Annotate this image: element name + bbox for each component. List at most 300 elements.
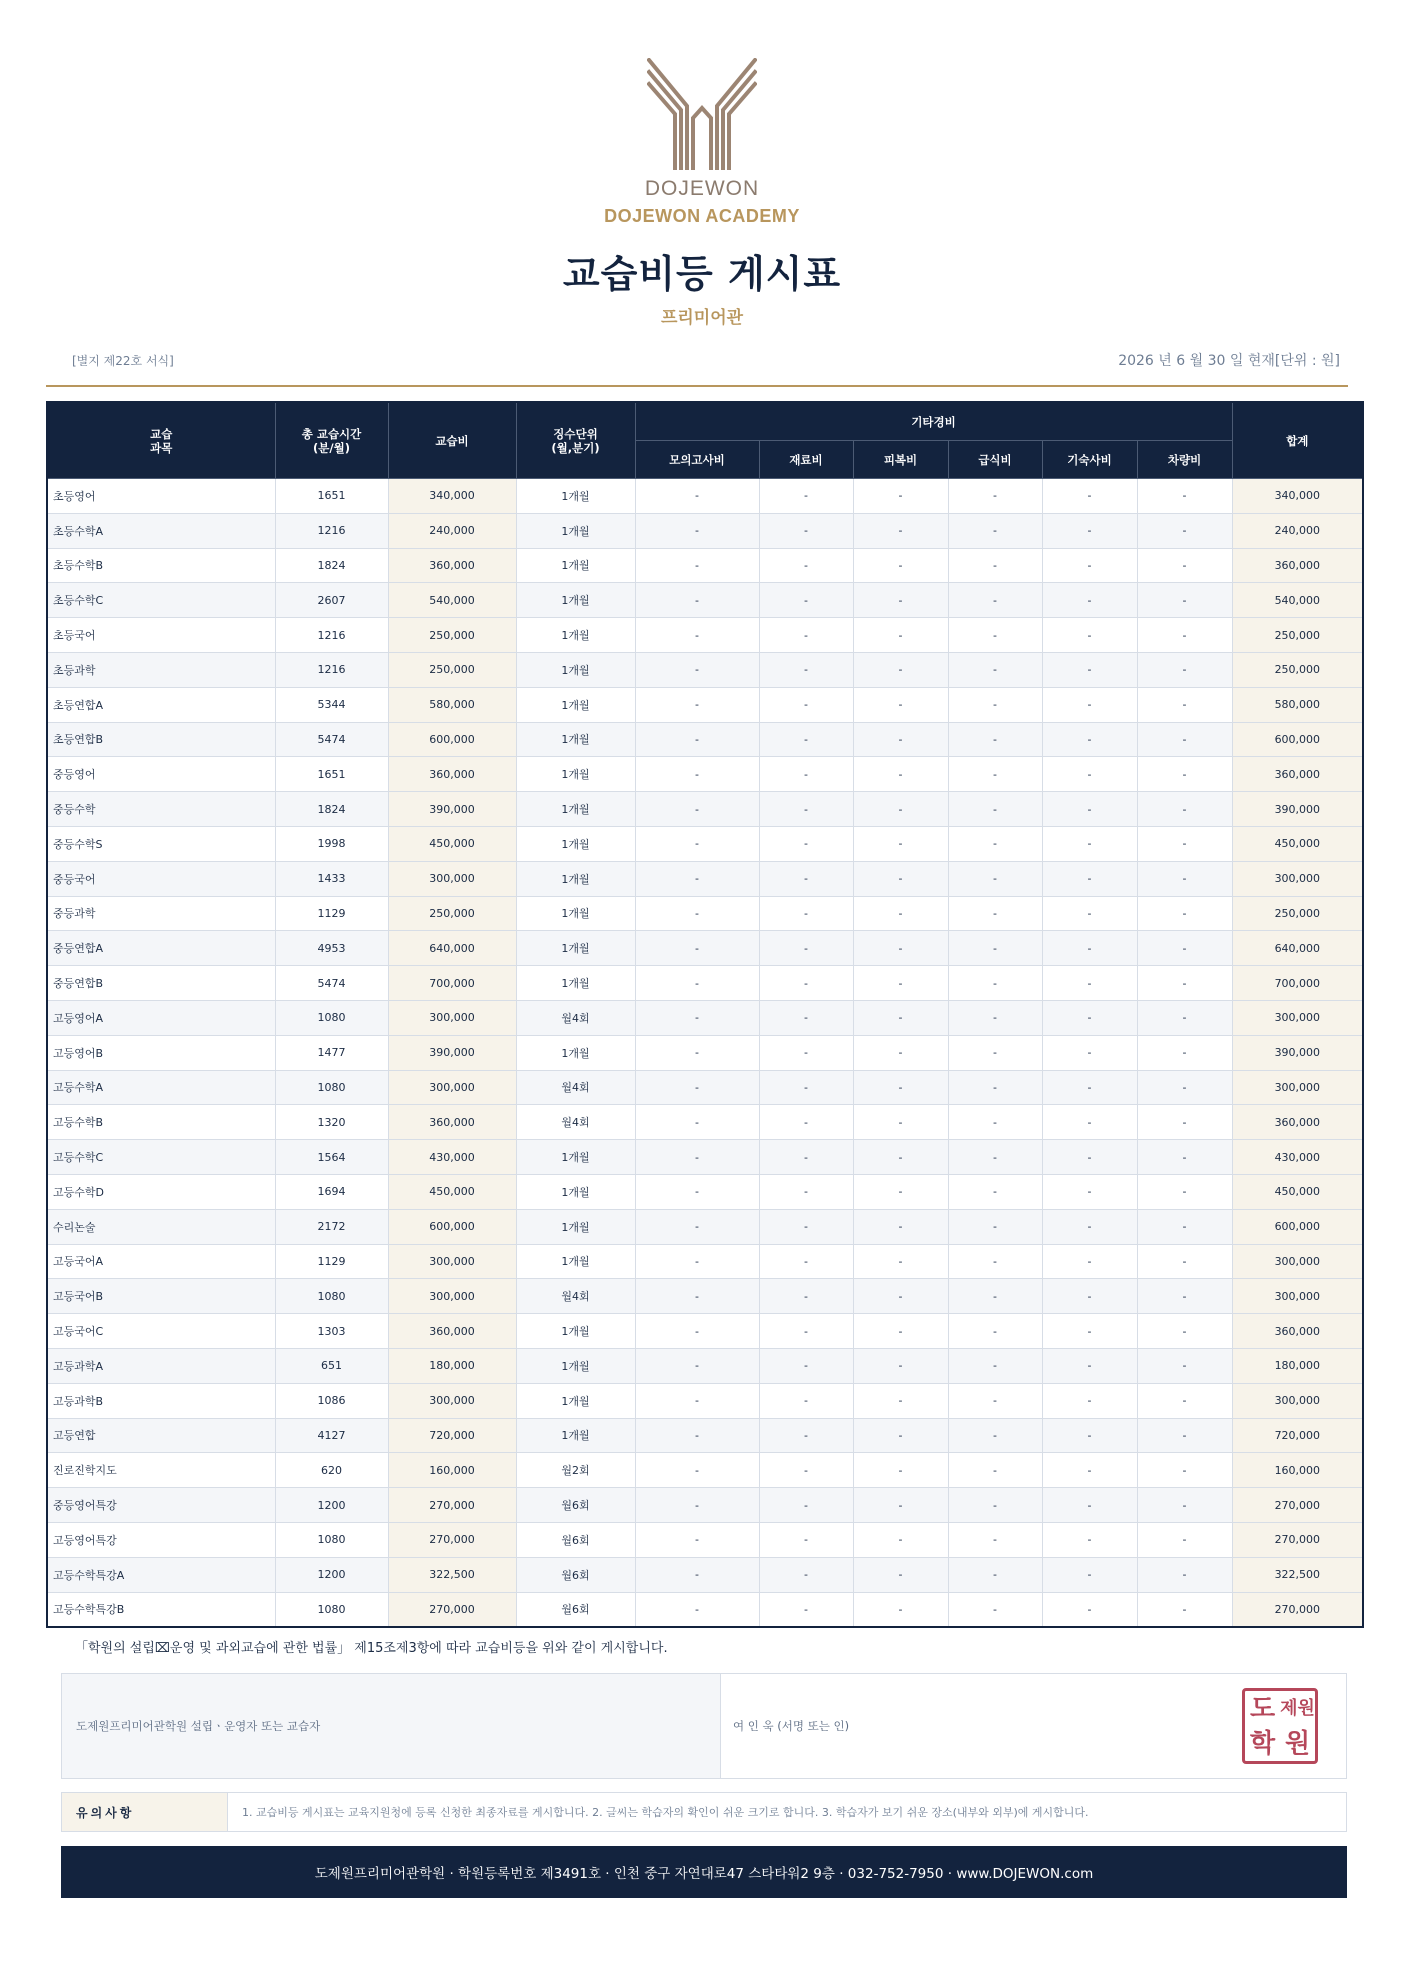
cell-clothing: - <box>853 1592 948 1627</box>
cell-materials: - <box>759 1209 853 1244</box>
cell-dormitory: - <box>1042 861 1137 896</box>
cell-hours: 4127 <box>275 1418 388 1453</box>
cell-mock-exam: - <box>635 1209 759 1244</box>
cell-vehicle: - <box>1137 1348 1232 1383</box>
cell-subject: 고등수학특강A <box>47 1557 275 1592</box>
cell-subject: 고등수학A <box>47 1070 275 1105</box>
cell-meals: - <box>948 792 1042 827</box>
cell-meals: - <box>948 1314 1042 1349</box>
cell-total: 180,000 <box>1232 1348 1363 1383</box>
cell-dormitory: - <box>1042 513 1137 548</box>
cell-meals: - <box>948 652 1042 687</box>
cell-mock-exam: - <box>635 1418 759 1453</box>
cell-mock-exam: - <box>635 1383 759 1418</box>
col-other-expenses: 기타경비 <box>635 402 1232 441</box>
cell-mock-exam: - <box>635 896 759 931</box>
cell-hours: 1564 <box>275 1140 388 1175</box>
cell-unit: 1개월 <box>516 966 635 1001</box>
cell-materials: - <box>759 479 853 514</box>
cell-dormitory: - <box>1042 1209 1137 1244</box>
cell-dormitory: - <box>1042 1522 1137 1557</box>
col-unit <box>516 402 635 479</box>
table-row <box>47 1488 1363 1523</box>
cell-unit: 월6회 <box>516 1488 635 1523</box>
cell-vehicle: - <box>1137 513 1232 548</box>
footer: 도제원프리미어관학원 · 학원등록번호 제3491호 · 인천 중구 자연대로47 스타타워2 9층 · 032-752-7950 · www.DOJEWON.com <box>61 1846 1347 1898</box>
cell-unit: 월6회 <box>516 1557 635 1592</box>
cell-unit: 1개월 <box>516 548 635 583</box>
cell-dormitory: - <box>1042 1488 1137 1523</box>
cell-unit: 월4회 <box>516 1279 635 1314</box>
cell-subject: 중등연합B <box>47 966 275 1001</box>
cell-meals: - <box>948 1070 1042 1105</box>
academy-name: DOJEWON ACADEMY <box>604 206 800 226</box>
operator-name: 여 인 욱 (서명 또는 인) <box>733 1719 850 1733</box>
cell-total: 430,000 <box>1232 1140 1363 1175</box>
cell-unit: 1개월 <box>516 479 635 514</box>
cell-clothing: - <box>853 1314 948 1349</box>
cell-mock-exam: - <box>635 687 759 722</box>
cell-mock-exam: - <box>635 1279 759 1314</box>
cell-dormitory: - <box>1042 479 1137 514</box>
table-row <box>47 1557 1363 1592</box>
cell-mock-exam: - <box>635 1035 759 1070</box>
cell-materials: - <box>759 896 853 931</box>
cell-mock-exam: - <box>635 826 759 861</box>
cell-meals: - <box>948 1140 1042 1175</box>
cell-dormitory: - <box>1042 1418 1137 1453</box>
cell-materials: - <box>759 1140 853 1175</box>
cell-dormitory: - <box>1042 826 1137 861</box>
cell-clothing: - <box>853 861 948 896</box>
cell-materials: - <box>759 931 853 966</box>
cell-hours: 1200 <box>275 1488 388 1523</box>
seal-char: 학 <box>1249 1728 1276 1759</box>
table-row <box>47 1070 1363 1105</box>
cell-vehicle: - <box>1137 792 1232 827</box>
cell-total: 250,000 <box>1232 652 1363 687</box>
cell-total: 300,000 <box>1232 1279 1363 1314</box>
cell-mock-exam: - <box>635 722 759 757</box>
cell-materials: - <box>759 792 853 827</box>
table-row <box>47 966 1363 1001</box>
cell-fee: 250,000 <box>388 618 516 653</box>
col-unit-line1: 징수단위 <box>553 426 598 441</box>
seal-char: 제원 <box>1280 1697 1315 1719</box>
cell-hours: 1080 <box>275 1279 388 1314</box>
cell-meals: - <box>948 687 1042 722</box>
cell-unit: 1개월 <box>516 1244 635 1279</box>
cell-fee: 300,000 <box>388 1070 516 1105</box>
col-vehicle: 차량비 <box>1137 441 1232 479</box>
cell-unit: 월2회 <box>516 1453 635 1488</box>
cell-clothing: - <box>853 548 948 583</box>
cell-clothing: - <box>853 513 948 548</box>
cell-hours: 1129 <box>275 1244 388 1279</box>
cell-fee: 600,000 <box>388 1209 516 1244</box>
cell-materials: - <box>759 1488 853 1523</box>
cell-mock-exam: - <box>635 1000 759 1035</box>
table-row <box>47 1244 1363 1279</box>
cell-mock-exam: - <box>635 1140 759 1175</box>
cell-clothing: - <box>853 1453 948 1488</box>
cell-materials: - <box>759 722 853 757</box>
cell-unit: 1개월 <box>516 652 635 687</box>
table-row <box>47 826 1363 861</box>
cell-total: 360,000 <box>1232 1314 1363 1349</box>
table-row <box>47 1105 1363 1140</box>
cell-dormitory: - <box>1042 722 1137 757</box>
cell-clothing: - <box>853 722 948 757</box>
cell-unit: 1개월 <box>516 1140 635 1175</box>
cell-materials: - <box>759 1000 853 1035</box>
cell-vehicle: - <box>1137 896 1232 931</box>
cell-fee: 390,000 <box>388 792 516 827</box>
cell-total: 160,000 <box>1232 1453 1363 1488</box>
logo-wordmark: DOJEWON <box>644 177 760 200</box>
col-unit-line2: (월,분기) <box>551 440 600 455</box>
cell-dormitory: - <box>1042 687 1137 722</box>
cell-subject: 초등수학B <box>47 548 275 583</box>
col-subject-line1: 교습 <box>150 426 173 441</box>
cell-mock-exam: - <box>635 618 759 653</box>
cell-materials: - <box>759 1418 853 1453</box>
cell-fee: 390,000 <box>388 1035 516 1070</box>
cell-hours: 1824 <box>275 792 388 827</box>
cell-vehicle: - <box>1137 1592 1232 1627</box>
cell-meals: - <box>948 1418 1042 1453</box>
cell-total: 390,000 <box>1232 1035 1363 1070</box>
cell-total: 250,000 <box>1232 618 1363 653</box>
cell-materials: - <box>759 548 853 583</box>
table-row <box>47 931 1363 966</box>
cell-clothing: - <box>853 1383 948 1418</box>
cell-clothing: - <box>853 1035 948 1070</box>
cell-fee: 270,000 <box>388 1488 516 1523</box>
cell-total: 580,000 <box>1232 687 1363 722</box>
cell-total: 340,000 <box>1232 479 1363 514</box>
table-row <box>47 1383 1363 1418</box>
cell-vehicle: - <box>1137 479 1232 514</box>
table-row <box>47 1279 1363 1314</box>
seal-char: 도 <box>1249 1693 1276 1724</box>
cell-vehicle: - <box>1137 1209 1232 1244</box>
cell-unit: 1개월 <box>516 931 635 966</box>
cell-vehicle: - <box>1137 652 1232 687</box>
table-row <box>47 687 1363 722</box>
cell-vehicle: - <box>1137 1383 1232 1418</box>
cell-subject: 고등영어B <box>47 1035 275 1070</box>
table-row <box>47 1314 1363 1349</box>
cell-dormitory: - <box>1042 1070 1137 1105</box>
cell-clothing: - <box>853 931 948 966</box>
cell-mock-exam: - <box>635 1453 759 1488</box>
cell-subject: 중등국어 <box>47 861 275 896</box>
cell-meals: - <box>948 1348 1042 1383</box>
cell-fee: 360,000 <box>388 1314 516 1349</box>
cell-clothing: - <box>853 1522 948 1557</box>
cell-meals: - <box>948 1209 1042 1244</box>
cell-clothing: - <box>853 966 948 1001</box>
cell-dormitory: - <box>1042 1453 1137 1488</box>
cell-vehicle: - <box>1137 861 1232 896</box>
cell-clothing: - <box>853 1244 948 1279</box>
cell-meals: - <box>948 1488 1042 1523</box>
cell-hours: 1303 <box>275 1314 388 1349</box>
cell-hours: 1216 <box>275 513 388 548</box>
cell-meals: - <box>948 1557 1042 1592</box>
cell-vehicle: - <box>1137 757 1232 792</box>
cell-unit: 1개월 <box>516 1209 635 1244</box>
cell-hours: 1080 <box>275 1070 388 1105</box>
cell-subject: 초등연합B <box>47 722 275 757</box>
table-body <box>47 479 1363 1628</box>
cell-mock-exam: - <box>635 548 759 583</box>
cell-unit: 월4회 <box>516 1105 635 1140</box>
cell-hours: 1998 <box>275 826 388 861</box>
cell-fee: 300,000 <box>388 1244 516 1279</box>
cell-meals: - <box>948 513 1042 548</box>
cell-meals: - <box>948 1453 1042 1488</box>
cell-dormitory: - <box>1042 1592 1137 1627</box>
cell-clothing: - <box>853 1209 948 1244</box>
cell-dormitory: - <box>1042 583 1137 618</box>
table-header-row <box>47 402 1363 441</box>
cell-meals: - <box>948 931 1042 966</box>
cell-unit: 1개월 <box>516 722 635 757</box>
col-dormitory: 기숙사비 <box>1042 441 1137 479</box>
cell-total: 360,000 <box>1232 548 1363 583</box>
cell-dormitory: - <box>1042 896 1137 931</box>
cell-mock-exam: - <box>635 1314 759 1349</box>
cell-fee: 240,000 <box>388 513 516 548</box>
cell-vehicle: - <box>1137 1105 1232 1140</box>
cell-total: 322,500 <box>1232 1557 1363 1592</box>
cell-clothing: - <box>853 792 948 827</box>
table-row <box>47 479 1363 514</box>
cell-vehicle: - <box>1137 1522 1232 1557</box>
cell-fee: 300,000 <box>388 1000 516 1035</box>
cell-vehicle: - <box>1137 826 1232 861</box>
cell-mock-exam: - <box>635 513 759 548</box>
cell-meals: - <box>948 861 1042 896</box>
cell-dormitory: - <box>1042 1035 1137 1070</box>
cell-clothing: - <box>853 1418 948 1453</box>
cell-hours: 1694 <box>275 1174 388 1209</box>
cell-meals: - <box>948 618 1042 653</box>
cell-meals: - <box>948 583 1042 618</box>
col-total: 합계 <box>1232 402 1363 479</box>
cell-materials: - <box>759 1314 853 1349</box>
cell-vehicle: - <box>1137 1070 1232 1105</box>
cell-total: 300,000 <box>1232 861 1363 896</box>
divider <box>46 385 1348 387</box>
cell-unit: 1개월 <box>516 1348 635 1383</box>
table-row <box>47 1209 1363 1244</box>
cell-vehicle: - <box>1137 1244 1232 1279</box>
cell-hours: 1216 <box>275 618 388 653</box>
cell-total: 270,000 <box>1232 1488 1363 1523</box>
notice-label: 유의사항 <box>62 1793 228 1831</box>
cell-subject: 중등영어 <box>47 757 275 792</box>
cell-clothing: - <box>853 1070 948 1105</box>
table-row <box>47 1522 1363 1557</box>
cell-hours: 1129 <box>275 896 388 931</box>
cell-meals: - <box>948 1279 1042 1314</box>
col-hours-line2: (분/월) <box>313 440 350 455</box>
cell-subject: 고등수학특강B <box>47 1592 275 1627</box>
cell-hours: 1080 <box>275 1000 388 1035</box>
cell-subject: 초등수학A <box>47 513 275 548</box>
cell-unit: 1개월 <box>516 583 635 618</box>
cell-materials: - <box>759 1383 853 1418</box>
table-row <box>47 1418 1363 1453</box>
cell-subject: 고등과학B <box>47 1383 275 1418</box>
cell-hours: 1086 <box>275 1383 388 1418</box>
cell-mock-exam: - <box>635 1557 759 1592</box>
cell-fee: 640,000 <box>388 931 516 966</box>
cell-materials: - <box>759 1035 853 1070</box>
cell-dormitory: - <box>1042 548 1137 583</box>
cell-fee: 300,000 <box>388 1279 516 1314</box>
cell-total: 700,000 <box>1232 966 1363 1001</box>
cell-materials: - <box>759 513 853 548</box>
cell-fee: 322,500 <box>388 1557 516 1592</box>
cell-clothing: - <box>853 1140 948 1175</box>
cell-subject: 고등국어C <box>47 1314 275 1349</box>
cell-dormitory: - <box>1042 618 1137 653</box>
signature-box <box>61 1673 1347 1779</box>
col-hours-line1: 총 교습시간 <box>301 426 362 441</box>
cell-total: 720,000 <box>1232 1418 1363 1453</box>
cell-subject: 고등국어B <box>47 1279 275 1314</box>
cell-dormitory: - <box>1042 1174 1137 1209</box>
cell-subject: 초등과학 <box>47 652 275 687</box>
cell-materials: - <box>759 1592 853 1627</box>
cell-meals: - <box>948 1383 1042 1418</box>
cell-mock-exam: - <box>635 861 759 896</box>
cell-dormitory: - <box>1042 1348 1137 1383</box>
cell-hours: 1477 <box>275 1035 388 1070</box>
cell-fee: 180,000 <box>388 1348 516 1383</box>
cell-mock-exam: - <box>635 1348 759 1383</box>
cell-vehicle: - <box>1137 1488 1232 1523</box>
cell-vehicle: - <box>1137 1000 1232 1035</box>
cell-subject: 초등연합A <box>47 687 275 722</box>
cell-fee: 360,000 <box>388 757 516 792</box>
cell-unit: 1개월 <box>516 1383 635 1418</box>
cell-subject: 초등국어 <box>47 618 275 653</box>
cell-vehicle: - <box>1137 1418 1232 1453</box>
cell-vehicle: - <box>1137 966 1232 1001</box>
cell-total: 600,000 <box>1232 722 1363 757</box>
cell-unit: 월4회 <box>516 1000 635 1035</box>
cell-total: 240,000 <box>1232 513 1363 548</box>
cell-vehicle: - <box>1137 1279 1232 1314</box>
cell-meals: - <box>948 548 1042 583</box>
table-row <box>47 513 1363 548</box>
table-row <box>47 792 1363 827</box>
cell-hours: 5344 <box>275 687 388 722</box>
table-row <box>47 896 1363 931</box>
cell-hours: 1651 <box>275 757 388 792</box>
cell-subject: 초등수학C <box>47 583 275 618</box>
col-clothing: 피복비 <box>853 441 948 479</box>
cell-mock-exam: - <box>635 1174 759 1209</box>
col-subject-line2: 과목 <box>150 440 173 455</box>
cell-meals: - <box>948 896 1042 931</box>
cell-fee: 300,000 <box>388 861 516 896</box>
cell-total: 390,000 <box>1232 792 1363 827</box>
cell-dormitory: - <box>1042 966 1137 1001</box>
cell-meals: - <box>948 1244 1042 1279</box>
table-row <box>47 618 1363 653</box>
cell-total: 450,000 <box>1232 826 1363 861</box>
cell-materials: - <box>759 1453 853 1488</box>
cell-dormitory: - <box>1042 1314 1137 1349</box>
cell-vehicle: - <box>1137 1174 1232 1209</box>
cell-fee: 160,000 <box>388 1453 516 1488</box>
cell-materials: - <box>759 1557 853 1592</box>
legal-notice: 「학원의 설립⌧운영 및 과외교습에 관한 법률」 제15조제3항에 따라 교습비등을 위와 같이 게시합니다. <box>75 1641 668 1656</box>
cell-dormitory: - <box>1042 1383 1137 1418</box>
cell-hours: 4953 <box>275 931 388 966</box>
cell-total: 300,000 <box>1232 1244 1363 1279</box>
cell-unit: 1개월 <box>516 618 635 653</box>
cell-total: 300,000 <box>1232 1000 1363 1035</box>
table-row <box>47 722 1363 757</box>
cell-vehicle: - <box>1137 1453 1232 1488</box>
cell-hours: 1320 <box>275 1105 388 1140</box>
cell-clothing: - <box>853 687 948 722</box>
cell-vehicle: - <box>1137 687 1232 722</box>
col-subject <box>47 402 275 479</box>
cell-mock-exam: - <box>635 1244 759 1279</box>
cell-clothing: - <box>853 479 948 514</box>
col-mock-exam: 모의고사비 <box>635 441 759 479</box>
cell-unit: 월4회 <box>516 1070 635 1105</box>
cell-subject: 고등국어A <box>47 1244 275 1279</box>
col-fee: 교습비 <box>388 402 516 479</box>
col-meals: 급식비 <box>948 441 1042 479</box>
cell-fee: 540,000 <box>388 583 516 618</box>
cell-materials: - <box>759 583 853 618</box>
cell-mock-exam: - <box>635 1592 759 1627</box>
cell-subject: 고등수학D <box>47 1174 275 1209</box>
cell-subject: 수리논술 <box>47 1209 275 1244</box>
table-row <box>47 1592 1363 1627</box>
cell-subject: 고등과학A <box>47 1348 275 1383</box>
cell-clothing: - <box>853 618 948 653</box>
operator-role: 도제원프리미어관학원 설립ㆍ운영자 또는 교습자 <box>62 1674 721 1778</box>
cell-dormitory: - <box>1042 792 1137 827</box>
cell-dormitory: - <box>1042 652 1137 687</box>
cell-fee: 430,000 <box>388 1140 516 1175</box>
cell-clothing: - <box>853 1488 948 1523</box>
cell-dormitory: - <box>1042 757 1137 792</box>
cell-subject: 고등영어A <box>47 1000 275 1035</box>
cell-fee: 270,000 <box>388 1592 516 1627</box>
table-row <box>47 1174 1363 1209</box>
cell-mock-exam: - <box>635 966 759 1001</box>
cell-mock-exam: - <box>635 479 759 514</box>
table-row <box>47 861 1363 896</box>
cell-total: 600,000 <box>1232 1209 1363 1244</box>
cell-subject: 중등과학 <box>47 896 275 931</box>
cell-mock-exam: - <box>635 1488 759 1523</box>
cell-subject: 고등수학C <box>47 1140 275 1175</box>
cell-mock-exam: - <box>635 652 759 687</box>
